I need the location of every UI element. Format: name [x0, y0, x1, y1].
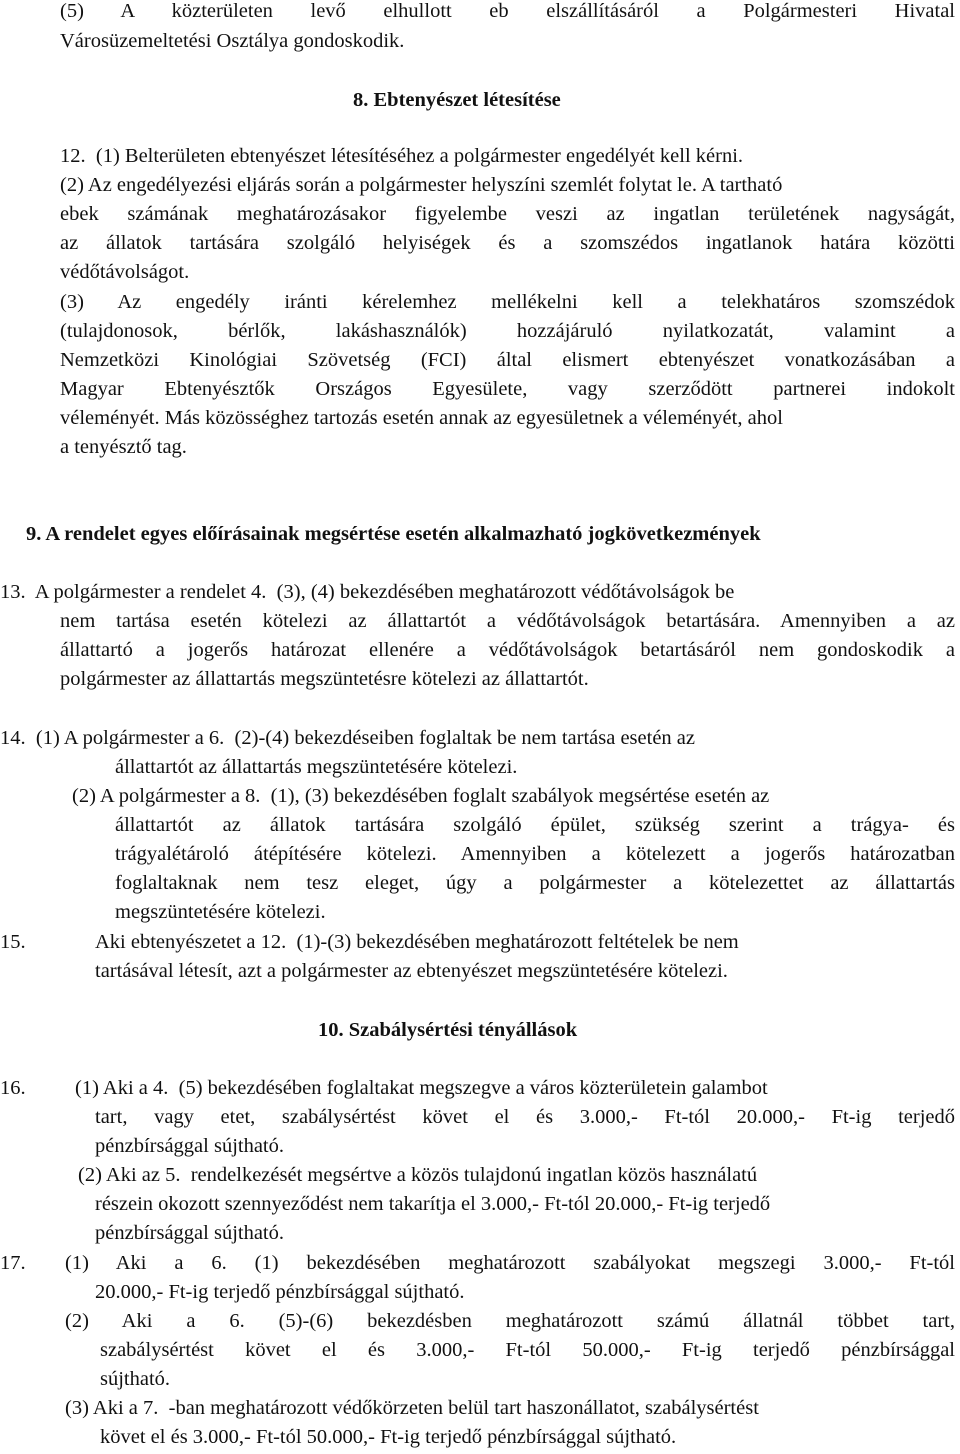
paragraph-line: (3) Aki a 7. -ban meghatározott védőkörzeten belül tart haszonállatot, szabálysértést [65, 1397, 759, 1419]
section-heading: 8. Ebtenyészet létesítése [353, 89, 561, 111]
paragraph-line: Magyar Ebtenyésztők Országos Egyesülete, vagy szerződött partnerei indokolt [60, 378, 955, 400]
paragraph-line: tart, vagy etet, szabálysértést követ el és 3.000,- Ft-tól 20.000,- Ft-ig terjedő [95, 1106, 955, 1128]
paragraph-line: 13. A polgármester a rendelet 4. (3), (4) bekezdésében meghatározott védőtávolságok be [0, 581, 735, 603]
paragraph-line: (tulajdonosok, bérlők, lakáshasználók) hozzájáruló nyilatkozatát, valamint a [60, 320, 955, 342]
paragraph-line: (2) Aki az 5. rendelkezését megsértve a közös tulajdonú ingatlan közös használatú [78, 1164, 758, 1186]
paragraph-line: szabálysértést követ el és 3.000,- Ft-tól 50.000,- Ft-ig terjedő pénzbírsággal [100, 1339, 955, 1361]
paragraph-line: (2) Aki a 6. (5)-(6) bekezdésben meghatározott számú állatnál többet tart, [65, 1310, 955, 1332]
paragraph-line: 14. (1) A polgármester a 6. (2)-(4) bekezdéseiben foglaltak be nem tartása esetén az [0, 727, 695, 749]
paragraph-line: pénzbírsággal sújtható. [95, 1135, 285, 1157]
paragraph-line: véleményét. Más közösséghez tartozás esetén annak az egyesületnek a véleményét, ahol [60, 407, 783, 429]
paragraph-line: ebek számának meghatározásakor figyelembe veszi az ingatlan területének nagyságát, [60, 203, 955, 225]
paragraph-line: részein okozott szennyeződést nem takarítja el 3.000,- Ft-tól 20.000,- Ft-ig terjedő [95, 1193, 771, 1215]
section-number: 15. [0, 931, 26, 953]
paragraph-line: (5) A közterületen levő elhullott eb elszállításáról a Polgármesteri Hivatal [60, 0, 955, 22]
paragraph-line: tartásával létesít, azt a polgármester az ebtenyészet megszüntetésére kötelezi. [95, 960, 728, 982]
paragraph-line: sújtható. [100, 1368, 171, 1390]
section-heading: 10. Szabálysértési tényállások [318, 1019, 578, 1041]
paragraph-line: 20.000,- Ft-ig terjedő pénzbírsággal sújtható. [95, 1281, 465, 1303]
paragraph-line: 12. (1) Belterületen ebtenyészet létesítéséhez a polgármester engedélyét kell kérni. [60, 145, 744, 167]
paragraph-line: az állatok tartására szolgáló helyiségek és a szomszédos ingatlanok határa közötti [60, 232, 955, 254]
paragraph-line: állattartó a jogerős határozat ellenére a védőtávolságok betartásáról nem gondoskodik a [60, 639, 955, 661]
paragraph-line: foglaltaknak nem tesz eleget, úgy a polgármester a kötelezettet az állattartás [115, 872, 955, 894]
paragraph-line: Városüzemeltetési Osztálya gondoskodik. [60, 30, 405, 52]
paragraph-line: trágyalétároló átépítésére kötelezi. Amennyiben a kötelezett a jogerős határozatban [115, 843, 955, 865]
paragraph-line: állattartót az állattartás megszüntetésére kötelezi. [115, 756, 518, 778]
paragraph-line: (1) Aki a 4. (5) bekezdésében foglaltakat megszegve a város közterületein galambot [75, 1077, 768, 1099]
section-number: 17. [0, 1252, 26, 1274]
paragraph-line: a tenyésztő tag. [60, 436, 187, 458]
paragraph-line: polgármester az állattartás megszüntetésre kötelezi az állattartót. [60, 668, 589, 690]
paragraph-line: Aki ebtenyészetet a 12. (1)-(3) bekezdésében meghatározott feltételek be nem [95, 931, 739, 953]
paragraph-line: (1) Aki a 6. (1) bekezdésében meghatározott szabályokat megszegi 3.000,- Ft-tól [65, 1252, 955, 1274]
paragraph-line: (2) Az engedélyezési eljárás során a polgármester helyszíni szemlét folytat le. A tartható [60, 174, 783, 196]
paragraph-line: pénzbírsággal sújtható. [95, 1222, 285, 1244]
paragraph-line: Nemzetközi Kinológiai Szövetség (FCI) által elismert ebtenyészet vonatkozásában a [60, 349, 955, 371]
paragraph-line: (3) Az engedély iránti kérelemhez mellékelni kell a telekhatáros szomszédok [60, 291, 955, 313]
paragraph-line: megszüntetésére kötelezi. [115, 901, 326, 923]
paragraph-line: (2) A polgármester a 8. (1), (3) bekezdésében foglalt szabályok megsértése esetén az [72, 785, 770, 807]
section-heading: 9. A rendelet egyes előírásainak megsértése esetén alkalmazható jogkövetkezmények [26, 523, 761, 545]
paragraph-line: követ el és 3.000,- Ft-tól 50.000,- Ft-ig terjedő pénzbírsággal sújtható. [100, 1426, 677, 1448]
paragraph-line: védőtávolságot. [60, 261, 190, 283]
paragraph-line: nem tartása esetén kötelezi az állattartót a védőtávolságok betartására. Amennyiben a az [60, 610, 955, 632]
section-number: 16. [0, 1077, 26, 1099]
paragraph-line: állattartót az állatok tartására szolgáló épület, szükség szerint a trágya- és [115, 814, 955, 836]
